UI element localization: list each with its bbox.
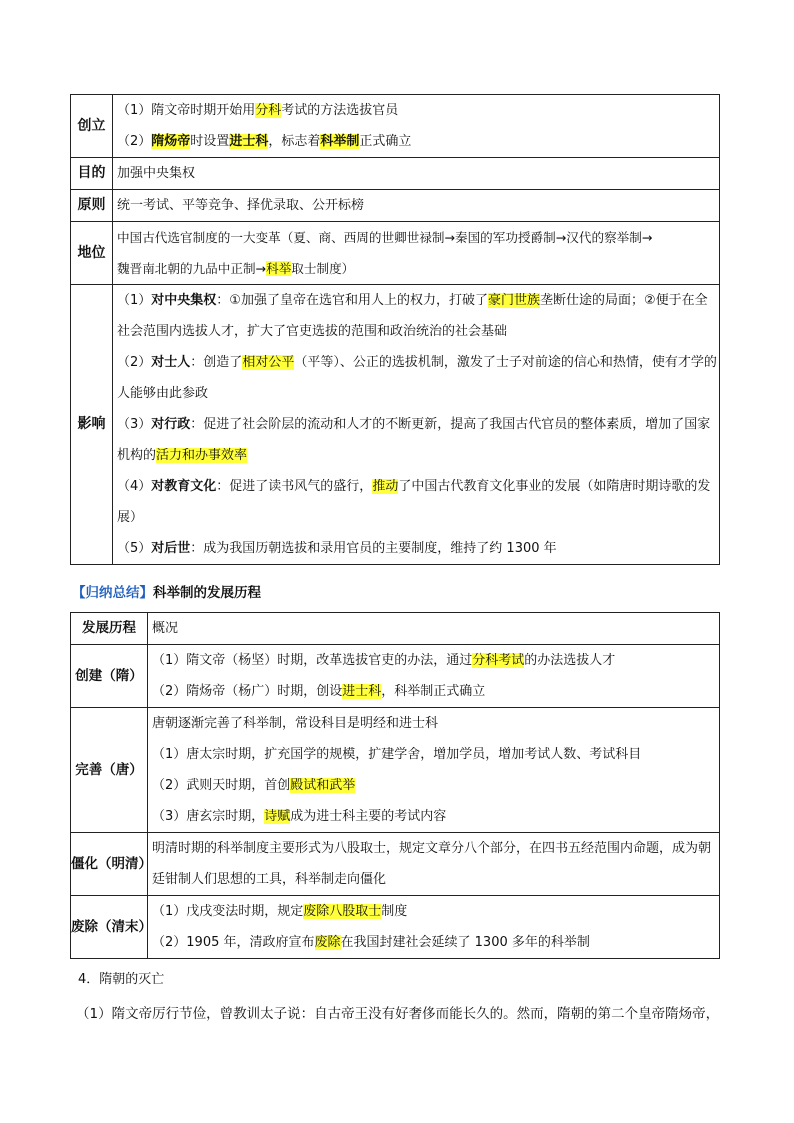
row-chuangjian [71,645,720,708]
row-jianghua [71,833,720,896]
overview-table [70,94,720,565]
row-content: 唐朝逐渐完善了科举制，常设科目是明经和进士科 （1）唐太宗时期，扩充国学的规模，扩建学舍，增加学员，增加考试人数、考试科目 （2）武则天时期，首创殿试和武举 （3）唐玄宗时期，诗赋成为进士科主要的考试内容 [148,708,720,833]
row-label: 完善（唐） [71,708,148,833]
row-label: 僵化（明清） [71,833,148,896]
row-label: 创立 [71,95,113,158]
highlight: 进士科 [342,684,382,699]
row-content: 中国古代选官制度的一大变革（夏、商、西周的世卿世禄制→秦国的军功授爵制→汉代的察举制→ 魏晋南北朝的九品中正制→科举取士制度） [113,222,720,285]
row-yingxiang [71,285,720,565]
row-label: 影响 [71,285,113,565]
highlight: 废除 [314,935,341,950]
row-content: 加强中央集权 [113,158,720,190]
highlight: 诗赋 [264,809,291,824]
row-content: （1）隋文帝（杨坚）时期，改革选拔官吏的办法，通过分科考试的办法选拔人才 （2）隋炀帝（杨广）时期，创设进士科，科举制正式确立 [148,645,720,708]
row-label: 创建（隋） [71,645,148,708]
header-cell: 概况 [148,613,720,645]
row-content: （1）隋文帝时期开始用分科考试的方法选拔官员 （2）隋炀帝时设置进士科，标志着科举制正式确立 [113,95,720,158]
highlight: 相对公平 [242,355,295,370]
header-cell: 发展历程 [71,613,148,645]
highlight: 分科 [255,103,282,118]
row-content: （1）对中央集权：①加强了皇帝在选官和用人上的权力，打破了豪门世族垄断仕途的局面；②便于在全社会范围内选拔人才，扩大了官吏选拔的范围和政治统治的社会基础 （2）对士人：创造了相对公平（平等）、公正的选拔机制，激发了士子对前途的信心和热情，使有才学的人能够由此参政 （3）对行政：促进了社会阶层的流动和人才的不断更新，提高了我国古代官员的整体素质，增加了国家机构的活力和办事效率 （4）对教育文化：促进了读书风气的盛行，推动了中国古代教育文化事业的发展（如隋唐时期诗歌的发展） （5）对后世：成为我国历朝选拔和录用官员的主要制度，维持了约 1300 年 [113,285,720,565]
row-label: 废除（清末） [71,896,148,959]
row-content: 统一考试、平等竞争、择优录取、公开标榜 [113,190,720,222]
summary-title: 【归纳总结】科举制的发展历程 [72,585,261,601]
highlight: 科举制 [320,134,360,149]
highlight: 隋炀帝 [151,134,191,149]
highlight: 推动 [372,479,399,494]
section-heading: 4．隋朝的灭亡 [78,972,165,987]
row-label: 地位 [71,222,113,285]
highlight: 科举 [266,261,292,276]
highlight: 殿试和武举 [290,778,356,793]
row-content: 明清时期的科举制度主要形式为八股取士，规定文章分八个部分，在四书五经范围内命题，成为朝廷钳制人们思想的工具，科举制走向僵化 [148,833,720,896]
development-table [70,612,720,959]
highlight: 废除八股取士 [303,904,382,919]
row-diwei [71,222,720,285]
row-label: 原则 [71,190,113,222]
row-yuanze [71,190,720,222]
row-mudi [71,158,720,190]
header-row [71,613,720,645]
body-text: （1）隋文帝厉行节俭，曾教训太子说：自古帝王没有好奢侈而能长久的。然而，隋朝的第二个皇帝隋炀帝， [76,1006,720,1022]
row-chuangli [71,95,720,158]
highlight: 豪门世族 [487,293,540,308]
row-feichu [71,896,720,959]
highlight: 分科考试 [472,653,525,668]
highlight: 进士科 [229,134,269,149]
row-content: （1）戊戌变法时期，规定废除八股取士制度 （2）1905 年，清政府宣布废除在我国封建社会延续了 1300 多年的科举制 [148,896,720,959]
highlight: 活力和办事效率 [156,448,248,463]
row-wanshan [71,708,720,833]
row-label: 目的 [71,158,113,190]
